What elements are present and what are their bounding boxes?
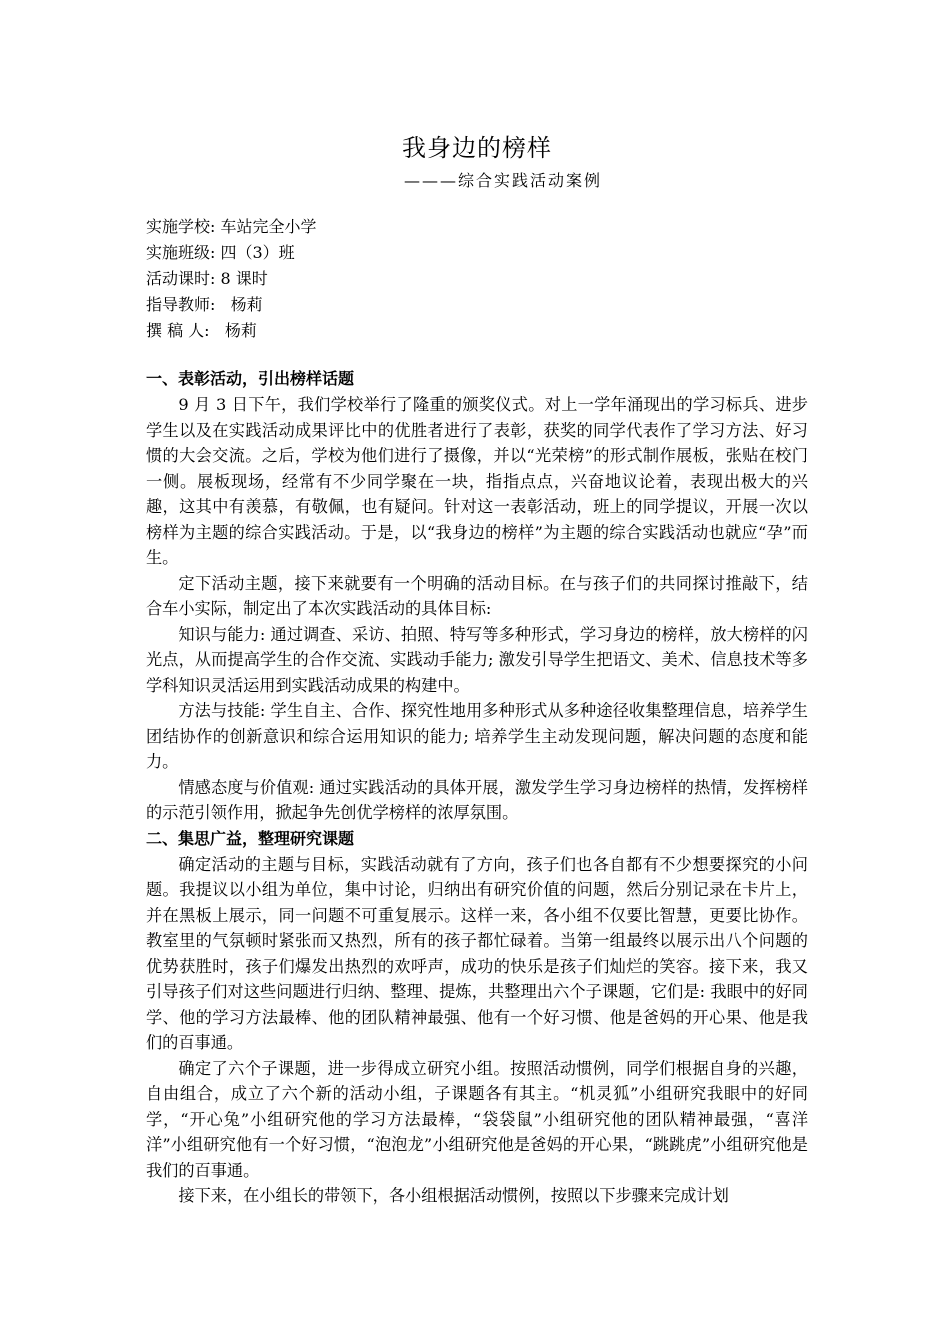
info-author: 撰 稿 人: 杨莉 bbox=[146, 321, 257, 340]
info-teacher: 指导教师: 杨莉 bbox=[146, 295, 263, 314]
paragraph: 确定了六个子课题，进一步得成立研究小组。按照活动惯例，同学们根据自身的兴趣，自由组合，成立了六个新的活动小组，子课题各有其主。“机灵狐”小组研究我眼中的好同学，“开心兔”小组研究他的学习方法最棒，“袋袋鼠”小组研究他的团队精神最强，“喜洋洋”小组研究他有一个好习惯，“泡泡龙”小组研究他是爸妈的开心果，“跳跳虎”小组研究他是我们的百事通。 bbox=[146, 1058, 808, 1180]
paragraph: 知识与能力: 通过调查、采访、拍照、特写等多种形式，学习身边的榜样，放大榜样的闪光点，从而提高学生的合作交流、实践动手能力; 激发引导学生把语文、美术、信息技术等多学科知识灵活运用到实践活动成果的构建中。 bbox=[146, 624, 808, 695]
info-hours: 活动课时: 8 课时 bbox=[146, 269, 268, 288]
section-1 bbox=[146, 366, 808, 826]
document-subtitle: ———综合实践活动案例 bbox=[403, 171, 602, 190]
paragraph: 定下活动主题，接下来就要有一个明确的活动目标。在与孩子们的共同探讨推敲下，结合车小实际，制定出了本次实践活动的具体目标: bbox=[146, 573, 808, 618]
document-title: 我身边的榜样 bbox=[402, 134, 552, 162]
info-block bbox=[146, 214, 808, 344]
paragraph: 确定活动的主题与目标，实践活动就有了方向，孩子们也各自都有不少想要探究的小问题。我提议以小组为单位，集中讨论，归纳出有研究价值的问题，然后分别记录在卡片上，并在黑板上展示，同一问题不可重复展示。这样一来，各小组不仅要比智慧，更要比协作。教室里的气氛顿时紧张而又热烈，所有的孩子都忙碌着。当第一组最终以展示出八个问题的优势获胜时，孩子们爆发出热烈的欢呼声，成功的快乐是孩子们灿烂的笑容。接下来，我又引导孩子们对这些问题进行归纳、整理、提炼，共整理出六个子课题，它们是: 我眼中的好同学、他的学习方法最棒、他的团队精神最强、他有一个好习惯、他是爸妈的开心果、他是我们的百事通。 bbox=[146, 854, 808, 1052]
section-heading: 二、集思广益，整理研究课题 bbox=[146, 828, 355, 848]
paragraph: 9 月 3 日下午，我们学校举行了隆重的颁奖仪式。对上一学年涌现出的学习标兵、进步学生以及在实践活动成果评比中的优胜者进行了表彰，获奖的同学代表作了学习方法、好习惯的大会交流。之后，学校为他们进行了摄像，并以“光荣榜”的形式制作展板，张贴在校门一侧。展板现场，经常有不少同学聚在一块，指指点点，兴奋地议论着，表现出极大的兴趣，这其中有羡慕，有敬佩，也有疑问。针对这一表彰活动，班上的同学提议，开展一次以榜样为主题的综合实践活动。于是，以“我身边的榜样”为主题的综合实践活动也就应“孕”而生。 bbox=[146, 395, 808, 567]
section-heading: 一、表彰活动，引出榜样话题 bbox=[146, 369, 355, 388]
section-2 bbox=[146, 826, 808, 1209]
info-class: 实施班级: 四（3）班 bbox=[146, 243, 295, 262]
document-page bbox=[146, 130, 808, 1209]
info-school: 实施学校: 车站完全小学 bbox=[146, 217, 317, 236]
paragraph: 接下来，在小组长的带领下，各小组根据活动惯例，按照以下步骤来完成计划 bbox=[178, 1186, 729, 1205]
paragraph: 情感态度与价值观: 通过实践活动的具体开展，激发学生学习身边榜样的热情，发挥榜样的示范引领作用，掀起争先创优学榜样的浓厚氛围。 bbox=[146, 777, 808, 822]
paragraph: 方法与技能: 学生自主、合作、探究性地用多种形式从多种途径收集整理信息，培养学生团结协作的创新意识和综合运用知识的能力; 培养学生主动发现问题，解决问题的态度和能力。 bbox=[146, 701, 808, 771]
